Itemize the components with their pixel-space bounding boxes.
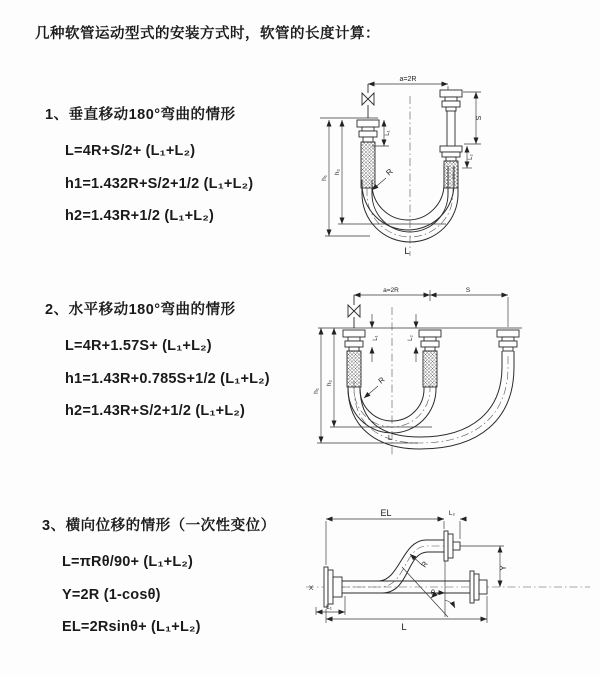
left-flange-fitting [343, 330, 365, 387]
diagram-horizontal-u-bend [310, 281, 600, 461]
axis-mark: X [308, 585, 314, 592]
middle-flange-fitting [419, 330, 441, 387]
formula-line: h2=1.43R+1/2 (L₁+L₂) [65, 208, 215, 224]
dim-label-y: Y [499, 565, 508, 571]
section-2 [45, 298, 270, 428]
formula-line: h1=1.43R+0.785S+1/2 (L₁+L₂) [65, 370, 270, 387]
dim-label-l1: L₁ [326, 604, 332, 611]
diagram-vertical-u-bend [310, 68, 600, 263]
diagram-lateral-displacement [298, 503, 598, 668]
angle-construction [402, 561, 455, 617]
left-flange-fitting [357, 120, 379, 188]
formula-line: h1=1.432R+S/2+1/2 (L₁+L₂) [65, 175, 254, 192]
section-3-formulas [42, 546, 276, 644]
dim-label-r: R [419, 559, 430, 570]
dim-label-r: R [384, 166, 395, 178]
section-2-heading: 2、水平移动180°弯曲的情形 [45, 302, 236, 318]
section-3-heading: 3、横向位移的情形（一次性变位） [42, 518, 276, 534]
hose-body [342, 540, 444, 593]
right-flange-fitting [470, 571, 487, 603]
dim-label-a2r: a=2R [399, 76, 417, 83]
dim-label-l: L [404, 246, 410, 257]
dim-label-l: L [401, 622, 407, 633]
formula-line: L=πRθ/90+ (L₁+L₂) [62, 554, 194, 570]
formula-line: L=4R+1.57S+ (L₁+L₂) [65, 338, 212, 354]
valve-icon [348, 295, 360, 328]
dim-label-el: EL [380, 508, 392, 518]
dim-label-r: R [376, 375, 387, 386]
dimension-lines [316, 519, 504, 623]
section-1-formulas [45, 135, 253, 233]
dim-label-l: L [388, 435, 392, 442]
top-flange-fitting [444, 531, 460, 561]
formula-line: h2=1.43R+S/2+1/2 (L₁+L₂) [65, 403, 246, 419]
dim-label-h2: h₂ [334, 168, 341, 176]
right-flange-fitting [497, 330, 519, 351]
dim-label-a2r: a=2R [383, 287, 399, 294]
dim-label-s: S [465, 287, 471, 294]
dim-label-l1: L₁ [385, 130, 391, 136]
right-flange-fitting [440, 90, 462, 188]
formula-line: EL=2Rsinθ+ (L₁+L₂) [62, 619, 201, 635]
dim-label-s: S [476, 115, 483, 121]
dim-label-h2: h₂ [326, 379, 333, 387]
dim-label-l2: L₂ [408, 335, 414, 341]
formula-line: Y=2R (1-cosθ) [62, 586, 161, 603]
dim-label-l1: L₁ [373, 335, 379, 341]
section-1-heading: 1、垂直移动180°弯曲的情形 [45, 107, 236, 123]
dim-label-l2: L₂ [448, 510, 456, 517]
valve-icon [362, 84, 374, 118]
dim-label-h1: h₁ [321, 175, 328, 181]
left-flange-fitting [324, 567, 342, 607]
section-1 [45, 103, 253, 233]
formula-line: L=4R+S/2+ (L₁+L₂) [65, 143, 196, 159]
page-title: 几种软管运动型式的安装方式时，软管的长度计算： [35, 26, 380, 42]
section-3 [42, 514, 276, 644]
dim-label-l2: L₂ [468, 154, 474, 160]
dim-label-theta: θ [430, 588, 436, 597]
dim-label-h1: h₁ [313, 388, 320, 394]
section-2-formulas [45, 330, 270, 428]
